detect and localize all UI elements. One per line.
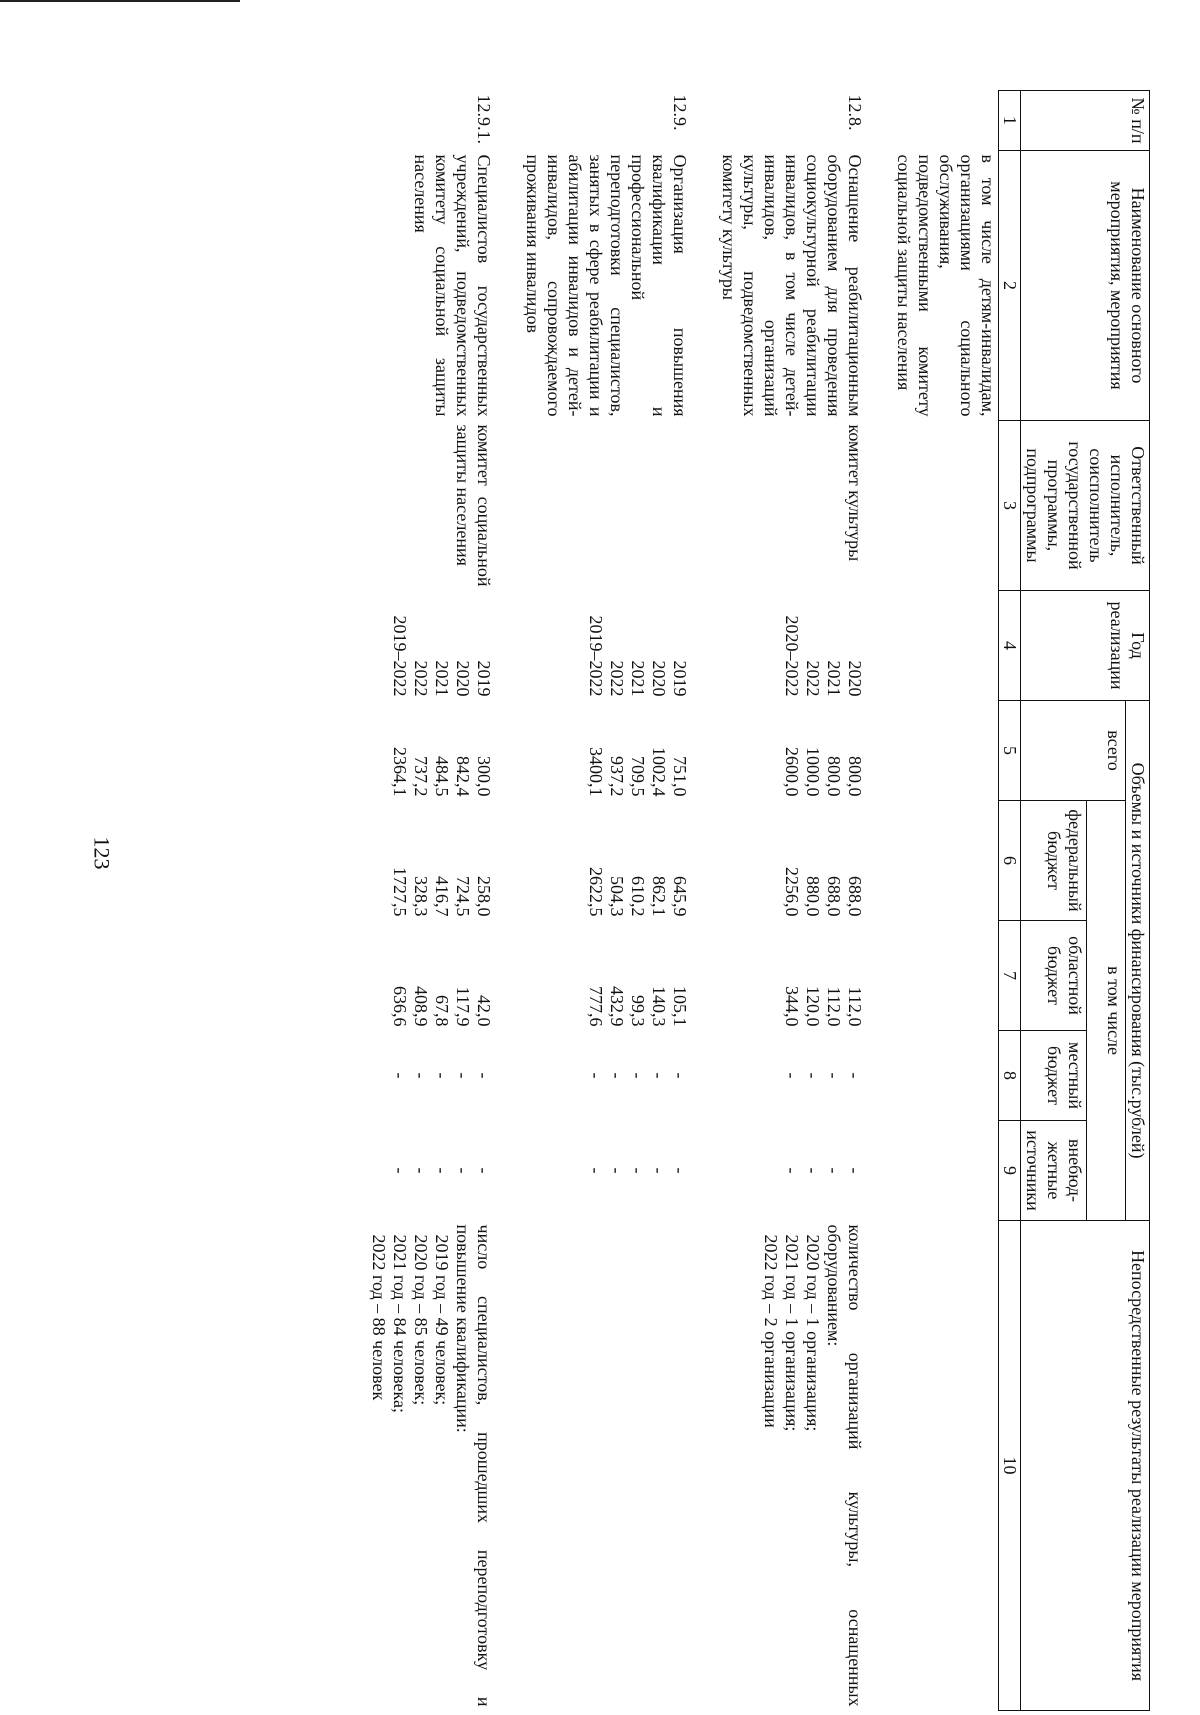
row-results: [718, 1221, 865, 1711]
header-federal: федеральный бюджет: [1021, 801, 1087, 921]
extra-value: -: [649, 1167, 669, 1174]
col-number: 6: [999, 801, 1021, 921]
federal-value: 688,0: [824, 876, 844, 917]
header-year: Год реализации: [1021, 591, 1150, 701]
local-value: -: [390, 1072, 410, 1079]
header-local: местный бюджет: [1021, 1031, 1087, 1121]
col-number: 10: [999, 1221, 1021, 1711]
federal-value: 645,9: [670, 876, 690, 917]
row-no: 12.9.1.: [474, 94, 494, 144]
row-extra: [718, 1121, 865, 1221]
total-value: 1000,0: [803, 747, 823, 797]
row-years: [718, 591, 865, 701]
row-no: 12.8.: [845, 94, 865, 131]
federal-value: 610,2: [628, 876, 648, 917]
row-extra: [522, 1121, 690, 1221]
row-name: Специалистов государственных учреждений, подведомственных комитету социальной защиты населения: [411, 154, 494, 417]
local-value: -: [803, 1072, 823, 1079]
federal-value: 880,0: [803, 876, 823, 917]
regional-value: 344,0: [782, 986, 802, 1027]
federal-value: 724,5: [453, 876, 473, 917]
row-name: Организация повышения квалификации и профессиональной переподготовки специалистов, занятых в сфере реабилитации и абилитации инвалидов и детей-инвалидов, сопровождаемого проживания инвалидов: [523, 154, 690, 417]
regional-value: 105,1: [670, 986, 690, 1027]
result-line: 2020 год – 85 человек;: [411, 1234, 431, 1406]
local-value: -: [649, 1072, 669, 1079]
local-value: -: [628, 1072, 648, 1079]
federal-value: 2256,0: [782, 867, 802, 917]
regional-value: 112,0: [824, 986, 844, 1027]
regional-value: 408,9: [411, 986, 431, 1027]
row-results: [368, 1221, 494, 1711]
total-value: 751,0: [670, 756, 690, 797]
row-name: Оснащение реабилитационным оборудованием для проведения социокультурной реабилитации инвалидов, в том числе детей-инвалидов, организаций культуры, подведомственных комитету культуры: [719, 154, 865, 417]
local-value: -: [586, 1072, 606, 1079]
year-value: 2021: [824, 660, 844, 697]
local-value: -: [782, 1072, 802, 1079]
total-value: 737,2: [411, 756, 431, 797]
row-regional: [368, 921, 494, 1031]
extra-value: -: [782, 1167, 802, 1174]
row-extra: [368, 1121, 494, 1221]
col-number: 4: [999, 591, 1021, 701]
row-local: [718, 1031, 865, 1121]
table-row: [522, 91, 690, 1711]
row-local: [368, 1031, 494, 1121]
year-value: 2020: [845, 660, 865, 697]
federal-value: 688,0: [845, 876, 865, 917]
year-value: 2019–2022: [586, 615, 606, 697]
row-executor: комитет социальной защиты населения: [453, 424, 494, 587]
regional-value: 140,3: [649, 986, 669, 1027]
year-value: 2020–2022: [782, 615, 802, 697]
col-number: 2: [999, 151, 1021, 421]
federal-value: 1727,5: [390, 867, 410, 917]
result-line: 2021 год – 84 человека;: [390, 1234, 410, 1413]
total-value: 2364,1: [390, 747, 410, 797]
table-row: [718, 91, 865, 1711]
total-value: 2600,0: [782, 747, 802, 797]
table-row-continuation: [893, 91, 999, 1711]
local-value: -: [474, 1072, 494, 1079]
page-number: 123: [89, 836, 115, 870]
regional-value: 636,6: [390, 986, 410, 1027]
local-value: -: [824, 1072, 844, 1079]
col-number: 9: [999, 1121, 1021, 1221]
row-regional: [718, 921, 865, 1031]
local-value: -: [411, 1072, 431, 1079]
extra-value: -: [803, 1167, 823, 1174]
result-line: 2019 год – 49 человек;: [432, 1234, 452, 1406]
col-number: 5: [999, 701, 1021, 801]
total-value: 709,5: [628, 756, 648, 797]
row-years: [522, 591, 690, 701]
extra-value: -: [390, 1167, 410, 1174]
result-line: количество организаций культуры, оснащенных оборудованием:: [824, 1224, 865, 1707]
header-including: в том числе: [1087, 801, 1126, 1221]
column-number-row: [999, 91, 1021, 1711]
federal-value: 328,3: [411, 876, 431, 917]
total-value: 937,2: [607, 756, 627, 797]
header-funding: Объемы и источники финансирования (тыс.рублей): [1126, 701, 1150, 1221]
year-value: 2019: [474, 660, 494, 697]
extra-value: -: [432, 1167, 452, 1174]
local-value: -: [432, 1072, 452, 1079]
col-number: 1: [999, 91, 1021, 151]
year-value: 2019–2022: [390, 615, 410, 697]
row-total: [368, 701, 494, 801]
extra-value: -: [670, 1167, 690, 1174]
regional-value: 67,8: [432, 995, 452, 1027]
scan-edge-mark: [0, 0, 240, 2]
extra-value: -: [845, 1167, 865, 1174]
result-line: число специалистов, прошедших переподготовку и повышение квалификации:: [453, 1224, 494, 1707]
total-value: 3400,1: [586, 747, 606, 797]
header-total: всего: [1021, 701, 1126, 801]
row-federal: [522, 801, 690, 921]
header-results: Непосредственные результаты реализации мероприятия: [1021, 1221, 1150, 1711]
total-value: 300,0: [474, 756, 494, 797]
result-line: 2022 год – 88 человек: [369, 1234, 389, 1401]
extra-value: -: [824, 1167, 844, 1174]
total-value: 484,5: [432, 756, 452, 797]
year-value: 2022: [803, 660, 823, 697]
regional-value: 117,9: [453, 986, 473, 1027]
extra-value: -: [474, 1167, 494, 1174]
row-no: 12.9.: [670, 94, 690, 131]
extra-value: -: [628, 1167, 648, 1174]
year-value: 2021: [432, 660, 452, 697]
header-name: Наименование основного мероприятия, мероприятия: [1021, 151, 1150, 421]
year-value: 2022: [411, 660, 431, 697]
row-executor: комитет культуры: [845, 424, 865, 562]
extra-value: -: [586, 1167, 606, 1174]
row-federal: [368, 801, 494, 921]
col-number: 7: [999, 921, 1021, 1031]
total-value: 842,4: [453, 756, 473, 797]
header-executor: Ответственный исполнитель, соисполнитель государственной программы, подпрограммы: [1021, 421, 1150, 591]
regional-value: 432,9: [607, 986, 627, 1027]
regional-value: 42,0: [474, 995, 494, 1027]
result-line: 2021 год – 1 организация;: [782, 1234, 802, 1432]
federal-value: 258,0: [474, 876, 494, 917]
federal-value: 862,1: [649, 876, 669, 917]
header-regional: областной бюджет: [1021, 921, 1087, 1031]
row-years: [368, 591, 494, 701]
extra-value: -: [607, 1167, 627, 1174]
federal-value: 504,3: [607, 876, 627, 917]
row-total: [522, 701, 690, 801]
total-value: 800,0: [845, 756, 865, 797]
local-value: -: [453, 1072, 473, 1079]
regional-value: 120,0: [803, 986, 823, 1027]
result-line: 2020 год – 1 организация;: [803, 1234, 823, 1432]
row-regional: [522, 921, 690, 1031]
rotated-table-wrapper: [150, 90, 1150, 1710]
total-value: 800,0: [824, 756, 844, 797]
year-value: 2021: [628, 660, 648, 697]
year-value: 2019: [670, 660, 690, 697]
regional-value: 777,6: [586, 986, 606, 1027]
year-value: 2020: [453, 660, 473, 697]
extra-value: -: [453, 1167, 473, 1174]
row-federal: [718, 801, 865, 921]
year-value: 2020: [649, 660, 669, 697]
extra-value: -: [411, 1167, 431, 1174]
header-no: № п/п: [1021, 91, 1150, 151]
federal-value: 416,7: [432, 876, 452, 917]
total-value: 1002,4: [649, 747, 669, 797]
result-line: 2022 год – 2 организации: [761, 1234, 781, 1428]
federal-value: 2622,5: [586, 867, 606, 917]
local-value: -: [607, 1072, 627, 1079]
regional-value: 99,3: [628, 995, 648, 1027]
row-local: [522, 1031, 690, 1121]
local-value: -: [670, 1072, 690, 1079]
continuation-text: в том числе детям-инвалидам, организациями социального обслуживания, подведомственными комитету социальной защиты населения: [894, 154, 998, 417]
program-table: [368, 90, 1150, 1711]
table-row: [368, 91, 494, 1711]
header-extra: внебюд-жетные источники: [1021, 1121, 1087, 1221]
row-executor: [522, 421, 690, 591]
regional-value: 112,0: [845, 986, 865, 1027]
col-number: 8: [999, 1031, 1021, 1121]
row-results: [522, 1221, 690, 1711]
col-number: 3: [999, 421, 1021, 591]
local-value: -: [845, 1072, 865, 1079]
row-total: [718, 701, 865, 801]
year-value: 2022: [607, 660, 627, 697]
